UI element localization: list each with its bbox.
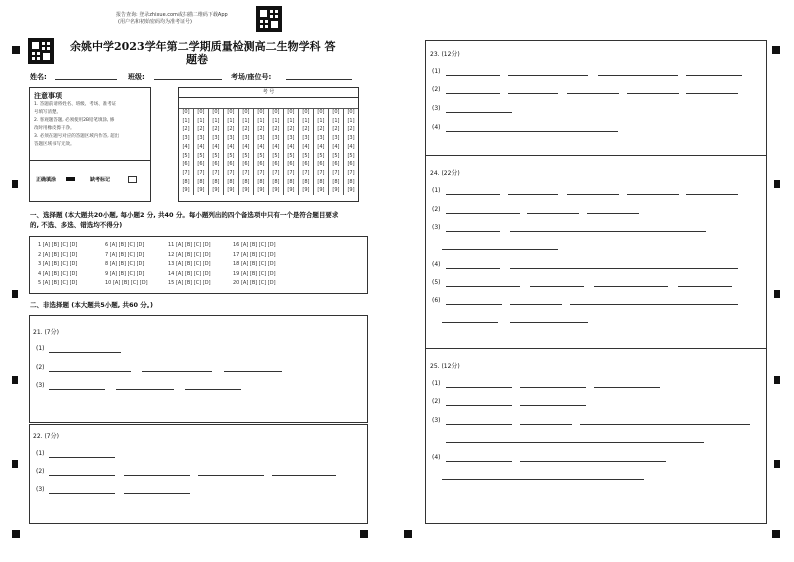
mc-answer-box: [29, 236, 368, 294]
notice-line: 1. 答题前请将姓名、班级、考场、准考证: [34, 102, 117, 107]
q25-answer-line[interactable]: [520, 387, 586, 388]
q24-q25-divider: [425, 348, 767, 349]
id-bubble[interactable]: [4]: [328, 143, 343, 152]
page-title-cont: 题卷: [186, 53, 208, 66]
q24-label-3: (3): [432, 224, 441, 231]
id-bubble[interactable]: [7]: [193, 169, 208, 178]
q24-label-2: (2): [432, 206, 441, 213]
id-bubble-row: [179, 186, 358, 195]
id-bubble[interactable]: [2]: [328, 125, 343, 134]
q21-label-2: (2): [36, 364, 45, 371]
q25-answer-line[interactable]: [520, 405, 586, 406]
id-bubble[interactable]: [9]: [268, 186, 283, 195]
id-bubble-row: [179, 125, 358, 134]
registration-mark: [12, 530, 20, 538]
section1-title: 一、选择题 (本大题共20小题, 每小题2 分, 共40 分。每小题列出的四个备选项中只有一个是符合题目要求: [30, 211, 339, 219]
q23-answer-line[interactable]: [446, 93, 500, 94]
id-bubble[interactable]: [5]: [298, 152, 313, 161]
id-bubble[interactable]: [7]: [328, 169, 343, 178]
id-bubble-row: [179, 178, 358, 187]
timing-mark: [12, 460, 18, 468]
q24-answer-line[interactable]: [627, 194, 679, 195]
id-bubble[interactable]: [0]: [182, 109, 190, 115]
timing-mark: [12, 180, 18, 188]
id-bubble[interactable]: [4]: [298, 143, 313, 152]
q25-answer-line[interactable]: [446, 461, 512, 462]
q25-answer-line[interactable]: [594, 387, 660, 388]
q24-label-5: (5): [432, 279, 441, 286]
id-bubble[interactable]: [1]: [208, 117, 223, 126]
id-bubble[interactable]: [8]: [298, 178, 313, 187]
id-bubble-row: [179, 117, 358, 126]
mc-question-bubbles[interactable]: 3 [A] [B] [C] [D]: [38, 261, 78, 267]
q21-answer-line[interactable]: [49, 352, 121, 353]
id-bubble[interactable]: [6]: [313, 160, 328, 169]
id-bubble[interactable]: [5]: [208, 152, 223, 161]
q24-label-6: (6): [432, 297, 441, 304]
id-bubble[interactable]: [7]: [223, 169, 238, 178]
notice-divider: [30, 160, 150, 161]
q25-answer-line[interactable]: [442, 479, 644, 480]
notice-line: 3. 必须在题号对应的答题区域内作答, 超出: [34, 134, 120, 139]
q25-answer-line[interactable]: [520, 424, 572, 425]
q24-answer-line[interactable]: [587, 213, 639, 214]
id-bubble[interactable]: [4]: [193, 143, 208, 152]
id-bubble[interactable]: [9]: [328, 186, 343, 195]
timing-mark: [12, 376, 18, 384]
id-bubble[interactable]: [6]: [283, 160, 298, 169]
q22-answer-line[interactable]: [49, 457, 115, 458]
mc-question-bubbles[interactable]: 8 [A] [B] [C] [D]: [105, 261, 145, 267]
id-bubble[interactable]: [1]: [193, 117, 208, 126]
id-bubble-row: [179, 108, 358, 117]
id-bubble[interactable]: [9]: [238, 186, 253, 195]
id-bubble[interactable]: [8]: [268, 178, 283, 187]
id-bubble[interactable]: [3]: [193, 134, 208, 143]
q22-title: 22. (7分): [33, 433, 59, 440]
id-bubble[interactable]: [7]: [298, 169, 313, 178]
id-bubble[interactable]: [8]: [193, 178, 208, 187]
id-bubble-row: [179, 134, 358, 143]
id-bubble[interactable]: [2]: [268, 125, 283, 134]
q22-label-3: (3): [36, 486, 45, 493]
timing-mark: [774, 460, 780, 468]
id-bubble[interactable]: [8]: [328, 178, 343, 187]
id-bubble[interactable]: [1]: [283, 117, 298, 126]
q24-answer-line[interactable]: [527, 213, 579, 214]
id-bubble[interactable]: [3]: [208, 134, 223, 143]
id-bubble[interactable]: [2]: [238, 125, 253, 134]
id-bubble[interactable]: [3]: [268, 134, 283, 143]
section2-title: 二、非选择题 (本大题共5小题, 共60 分。): [30, 301, 154, 309]
q22-answer-line[interactable]: [49, 475, 115, 476]
q22-answer-line[interactable]: [198, 475, 264, 476]
id-bubble[interactable]: [0]: [193, 108, 208, 117]
notice-line: 改时用橡皮擦干净。: [34, 126, 75, 131]
q21-answer-line[interactable]: [49, 389, 105, 390]
registration-mark: [772, 46, 780, 54]
q22-label-1: (1): [36, 450, 45, 457]
id-bubble[interactable]: [6]: [223, 160, 238, 169]
absent-checkbox[interactable]: [128, 176, 137, 183]
id-bubble[interactable]: [7]: [182, 169, 190, 176]
id-bubble[interactable]: [4]: [208, 143, 223, 152]
id-bubble[interactable]: [7]: [238, 169, 253, 178]
q23-answer-line[interactable]: [446, 131, 618, 132]
id-bubble[interactable]: [5]: [223, 152, 238, 161]
filled-mark-icon: [66, 177, 75, 181]
notice-line: 号填写清楚。: [34, 110, 61, 115]
id-bubble[interactable]: [9]: [298, 186, 313, 195]
q24-answer-line[interactable]: [442, 249, 558, 250]
q21-label-1: (1): [36, 345, 45, 352]
id-bubble[interactable]: [1]: [313, 117, 328, 126]
q23-label-1: (1): [432, 68, 441, 75]
id-bubble[interactable]: [5]: [268, 152, 283, 161]
name-label: 姓名:: [30, 73, 47, 81]
q23-title: 23. (12分): [430, 51, 460, 58]
correct-fill-label: 正确填涂: [36, 177, 57, 183]
id-bubble[interactable]: [3]: [238, 134, 253, 143]
id-bubble[interactable]: [8]: [238, 178, 253, 187]
id-bubble[interactable]: [2]: [313, 125, 328, 134]
page-title: 余姚中学2023学年第二学期质量检测高二生物学科 答: [70, 40, 336, 53]
id-bubble[interactable]: [8]: [283, 178, 298, 187]
id-bubble[interactable]: [6]: [253, 160, 268, 169]
login-note: (用户名和初始密码均为准考证号): [118, 19, 192, 25]
q23-answer-line[interactable]: [627, 93, 679, 94]
id-bubble[interactable]: [0]: [313, 108, 328, 117]
seat-field[interactable]: [286, 71, 352, 80]
id-bubble-row: [179, 152, 358, 161]
q21-box: [29, 315, 368, 423]
q25-label-4: (4): [432, 454, 441, 461]
q24-answer-line[interactable]: [510, 322, 588, 323]
q25-title: 25. (12分): [430, 363, 460, 370]
id-bubble[interactable]: [5]: [343, 152, 358, 161]
q24-label-1: (1): [432, 187, 441, 194]
mc-question-bubbles[interactable]: 5 [A] [B] [C] [D]: [38, 280, 78, 286]
mc-question-bubbles[interactable]: 18 [A] [B] [C] [D]: [233, 261, 276, 267]
id-bubble[interactable]: [1]: [253, 117, 268, 126]
timing-mark: [774, 290, 780, 298]
q21-answer-line[interactable]: [116, 389, 174, 390]
id-bubble[interactable]: [7]: [268, 169, 283, 178]
q23-answer-line[interactable]: [686, 75, 742, 76]
q24-answer-line[interactable]: [446, 213, 520, 214]
id-bubble[interactable]: [9]: [343, 186, 358, 195]
timing-mark: [774, 376, 780, 384]
q25-label-2: (2): [432, 398, 441, 405]
id-bubble[interactable]: [3]: [253, 134, 268, 143]
id-bubble[interactable]: [0]: [238, 108, 253, 117]
notice-line: 2. 客观题答题, 必须使用2B铅笔填涂, 修: [34, 118, 115, 123]
q24-answer-line[interactable]: [446, 231, 500, 232]
id-bubble[interactable]: [1]: [223, 117, 238, 126]
q22-answer-line[interactable]: [124, 475, 190, 476]
id-bubble[interactable]: [0]: [208, 108, 223, 117]
id-bubble[interactable]: [7]: [208, 169, 223, 178]
id-bubble[interactable]: [7]: [283, 169, 298, 178]
id-bubble[interactable]: [4]: [223, 143, 238, 152]
id-bubble[interactable]: [5]: [193, 152, 208, 161]
id-bubble[interactable]: [0]: [283, 108, 298, 117]
q24-answer-line[interactable]: [510, 304, 562, 305]
id-bubble-row: [179, 169, 358, 178]
qr-code-icon: [256, 6, 282, 32]
id-bubble[interactable]: [6]: [238, 160, 253, 169]
id-bubble[interactable]: [6]: [328, 160, 343, 169]
q24-answer-line[interactable]: [446, 286, 520, 287]
id-bubble[interactable]: [0]: [253, 108, 268, 117]
mc-question-bubbles[interactable]: 15 [A] [B] [C] [D]: [168, 280, 211, 286]
q23-answer-line[interactable]: [598, 75, 678, 76]
id-bubble[interactable]: [2]: [182, 126, 190, 133]
id-bubble[interactable]: [8]: [223, 178, 238, 187]
q23-answer-line[interactable]: [508, 93, 558, 94]
q21-label-3: (3): [36, 382, 45, 389]
notice-lines: [34, 101, 150, 149]
q23-answer-line[interactable]: [508, 75, 588, 76]
q24-answer-line[interactable]: [510, 231, 706, 232]
id-bubble[interactable]: [4]: [268, 143, 283, 152]
q24-title: 24. (22分): [430, 170, 460, 177]
report-query-note: 报告查询: 登录zhixue.com或扫描二维码下载App: [116, 12, 228, 18]
id-grid-header: 考 号: [179, 88, 358, 98]
class-field[interactable]: [154, 71, 222, 80]
class-label: 班级:: [128, 73, 145, 81]
q24-answer-line[interactable]: [446, 268, 500, 269]
id-bubble[interactable]: [1]: [268, 117, 283, 126]
id-bubble[interactable]: [2]: [253, 125, 268, 134]
id-bubble[interactable]: [5]: [182, 152, 190, 159]
q22-box: [29, 424, 368, 524]
q24-answer-line[interactable]: [678, 286, 732, 287]
id-bubble[interactable]: [4]: [253, 143, 268, 152]
q23-q24-divider: [425, 155, 767, 156]
registration-mark: [12, 46, 20, 54]
mc-question-bubbles[interactable]: 16 [A] [B] [C] [D]: [233, 242, 276, 248]
q23-label-3: (3): [432, 105, 441, 112]
q25-answer-line[interactable]: [446, 387, 512, 388]
id-bubble[interactable]: [7]: [253, 169, 268, 178]
id-bubble[interactable]: [2]: [208, 125, 223, 134]
q25-label-3: (3): [432, 417, 441, 424]
q25-answer-line[interactable]: [446, 424, 512, 425]
q24-answer-line[interactable]: [446, 194, 500, 195]
id-bubble[interactable]: [7]: [343, 169, 358, 178]
id-bubble[interactable]: [5]: [328, 152, 343, 161]
q25-label-1: (1): [432, 380, 441, 387]
id-bubble[interactable]: [8]: [253, 178, 268, 187]
mc-question-bubbles[interactable]: 7 [A] [B] [C] [D]: [105, 251, 145, 258]
id-bubble[interactable]: [1]: [328, 117, 343, 126]
id-bubble[interactable]: [5]: [238, 152, 253, 161]
q24-answer-line[interactable]: [686, 194, 738, 195]
mc-question-bubbles[interactable]: 9 [A] [B] [C] [D]: [105, 270, 145, 277]
id-bubble-row: [179, 143, 358, 152]
q25-answer-line[interactable]: [446, 405, 512, 406]
name-field[interactable]: [55, 71, 117, 80]
id-bubble[interactable]: [1]: [298, 117, 313, 126]
id-bubble[interactable]: [7]: [313, 169, 328, 178]
q23-answer-line[interactable]: [686, 93, 738, 94]
id-bubble[interactable]: [4]: [313, 143, 328, 152]
notice-title: 注意事项: [34, 92, 62, 100]
id-bubble[interactable]: [2]: [223, 125, 238, 134]
id-bubble[interactable]: [4]: [238, 143, 253, 152]
registration-mark: [772, 530, 780, 538]
id-bubble[interactable]: [6]: [208, 160, 223, 169]
student-id-grid[interactable]: [178, 87, 359, 202]
id-bubble[interactable]: [3]: [182, 135, 190, 142]
id-bubble[interactable]: [9]: [208, 186, 223, 195]
id-bubble[interactable]: [2]: [343, 125, 358, 134]
id-bubble[interactable]: [0]: [268, 108, 283, 117]
q24-answer-line[interactable]: [570, 304, 738, 305]
timing-mark: [12, 290, 18, 298]
id-bubble[interactable]: [3]: [313, 134, 328, 143]
id-bubble[interactable]: [4]: [283, 143, 298, 152]
id-bubble[interactable]: [3]: [283, 134, 298, 143]
q24-answer-line[interactable]: [567, 194, 619, 195]
q23-label-2: (2): [432, 86, 441, 93]
qr-code-icon: [28, 38, 54, 64]
id-bubble[interactable]: [9]: [283, 186, 298, 195]
q25-answer-line[interactable]: [446, 442, 704, 443]
q21-answer-line[interactable]: [185, 389, 241, 390]
id-bubble[interactable]: [1]: [238, 117, 253, 126]
id-bubble[interactable]: [8]: [313, 178, 328, 187]
q23-answer-line[interactable]: [446, 75, 500, 76]
mc-question-bubbles[interactable]: 12 [A] [B] [C] [D]: [168, 251, 211, 258]
id-bubble[interactable]: [1]: [343, 117, 358, 126]
notice-line: 答题区域书写无效。: [34, 142, 75, 147]
id-bubble[interactable]: [0]: [298, 108, 313, 117]
q21-title: 21. (7分): [33, 329, 59, 336]
mc-question-bubbles[interactable]: 11 [A] [B] [C] [D]: [168, 242, 211, 248]
mc-question-bubbles[interactable]: 13 [A] [B] [C] [D]: [168, 261, 211, 267]
q22-label-2: (2): [36, 468, 45, 475]
id-bubble[interactable]: [6]: [193, 160, 208, 169]
id-bubble[interactable]: [8]: [182, 178, 190, 185]
id-bubble[interactable]: [9]: [313, 186, 328, 195]
id-bubble[interactable]: [9]: [182, 187, 190, 194]
q25-answer-line[interactable]: [520, 461, 666, 462]
absent-mark-label: 缺考标记: [90, 177, 111, 183]
q21-answer-line[interactable]: [49, 371, 131, 372]
id-bubble[interactable]: [6]: [268, 160, 283, 169]
notice-box: [29, 87, 151, 202]
mc-question-bubbles[interactable]: 1 [A] [B] [C] [D]: [38, 242, 78, 248]
id-bubble[interactable]: [0]: [328, 108, 343, 117]
q25-answer-line[interactable]: [580, 424, 750, 425]
mc-question-bubbles[interactable]: 10 [A] [B] [C] [D]: [105, 280, 148, 286]
q24-label-4: (4): [432, 261, 441, 268]
id-bubble[interactable]: [4]: [182, 143, 190, 150]
q23-answer-line[interactable]: [446, 112, 512, 113]
id-bubble[interactable]: [6]: [298, 160, 313, 169]
mc-question-bubbles[interactable]: 6 [A] [B] [C] [D]: [105, 242, 145, 248]
id-bubble[interactable]: [3]: [298, 134, 313, 143]
seat-label: 考场/座位号:: [231, 73, 272, 81]
id-bubble[interactable]: [6]: [343, 160, 358, 169]
q24-answer-line[interactable]: [594, 286, 668, 287]
mc-question-bubbles[interactable]: 2 [A] [B] [C] [D]: [38, 251, 78, 258]
q24-answer-line[interactable]: [530, 286, 584, 287]
id-bubble[interactable]: [8]: [208, 178, 223, 187]
mc-question-bubbles[interactable]: 14 [A] [B] [C] [D]: [168, 270, 211, 277]
id-bubble[interactable]: [5]: [253, 152, 268, 161]
timing-mark: [774, 180, 780, 188]
q22-answer-line[interactable]: [49, 493, 115, 494]
id-bubble[interactable]: [2]: [193, 125, 208, 134]
mc-question-bubbles[interactable]: 20 [A] [B] [C] [D]: [233, 280, 276, 286]
id-bubble[interactable]: [9]: [193, 186, 208, 195]
id-bubble[interactable]: [5]: [283, 152, 298, 161]
id-bubble[interactable]: [9]: [223, 186, 238, 195]
id-bubble[interactable]: [0]: [223, 108, 238, 117]
id-bubble[interactable]: [3]: [328, 134, 343, 143]
id-bubble-table[interactable]: [179, 108, 358, 195]
id-bubble[interactable]: [2]: [298, 125, 313, 134]
id-bubble-row: [179, 160, 358, 169]
mc-question-bubbles[interactable]: 17 [A] [B] [C] [D]: [233, 251, 276, 258]
id-bubble[interactable]: [4]: [343, 143, 358, 152]
id-bubble[interactable]: [6]: [182, 161, 190, 168]
q22-answer-line[interactable]: [124, 493, 190, 494]
registration-mark: [360, 530, 368, 538]
q24-answer-line[interactable]: [510, 268, 738, 269]
q21-answer-line[interactable]: [224, 371, 282, 372]
section1-title-cont: 的, 不选、多选、错选均不得分): [30, 221, 123, 229]
id-bubble[interactable]: [0]: [343, 108, 358, 117]
id-bubble[interactable]: [5]: [313, 152, 328, 161]
id-bubble[interactable]: [9]: [253, 186, 268, 195]
q24-answer-line[interactable]: [508, 194, 558, 195]
q23-label-4: (4): [432, 124, 441, 131]
q24-answer-line[interactable]: [446, 304, 502, 305]
id-bubble[interactable]: [2]: [283, 125, 298, 134]
q24-answer-line[interactable]: [442, 322, 498, 323]
registration-mark: [404, 530, 412, 538]
id-bubble[interactable]: [3]: [223, 134, 238, 143]
id-bubble[interactable]: [3]: [343, 134, 358, 143]
id-bubble[interactable]: [1]: [182, 117, 190, 124]
q22-answer-line[interactable]: [272, 475, 336, 476]
mc-question-bubbles[interactable]: 4 [A] [B] [C] [D]: [38, 270, 78, 277]
q21-answer-line[interactable]: [142, 371, 212, 372]
mc-question-bubbles[interactable]: 19 [A] [B] [C] [D]: [233, 270, 276, 277]
q23-answer-line[interactable]: [567, 93, 619, 94]
id-bubble[interactable]: [8]: [343, 178, 358, 187]
